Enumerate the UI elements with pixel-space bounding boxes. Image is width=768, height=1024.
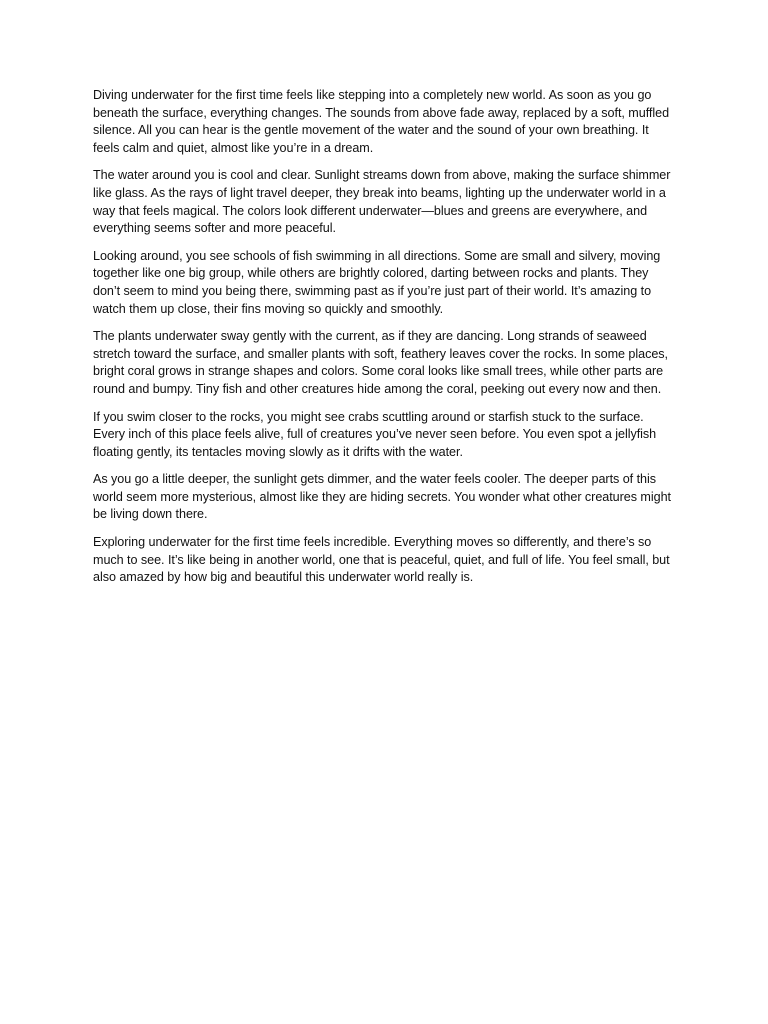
paragraph-6: As you go a little deeper, the sunlight gets dimmer, and the water feels cooler. The deeper parts of this world seem more mysterious, almost like they are hiding secrets. You wonder what other creatures might be living down there.	[93, 472, 671, 522]
document-body	[93, 87, 678, 597]
paragraph-7: Exploring underwater for the first time feels incredible. Everything moves so differently, and there’s so much to see. It’s like being in another world, one that is peaceful, quiet, and full of life. You feel small, but also amazed by how big and beautiful this underwater world really is.	[93, 535, 670, 585]
paragraph-3: Looking around, you see schools of fish swimming in all directions. Some are small and silvery, moving together like one big group, while others are brightly colored, darting between rocks and plants. They don’t seem to mind you being there, swimming past as if you’re just part of their world. It’s amazing to watch them up close, their fins moving so quickly and smoothly.	[93, 248, 661, 316]
paragraph-4: The plants underwater sway gently with the current, as if they are dancing. Long strands of seaweed stretch toward the surface, and smaller plants with soft, feathery leaves cover the rocks. In some places, bright coral grows in strange shapes and colors. Some coral looks like small trees, while other parts are round and bumpy. Tiny fish and other creatures hide among the coral, peeking out every now and then.	[93, 329, 668, 396]
paragraph-1: Diving underwater for the first time feels like stepping into a completely new world. As soon as you go beneath the surface, everything changes. The sounds from above fade away, replaced by a soft, muffled silence. All you can hear is the gentle movement of the water and the sound of your own breathing. It feels calm and quiet, almost like you’re in a dream.	[93, 88, 670, 155]
paragraph-2: The water around you is cool and clear. Sunlight streams down from above, making the surface shimmer like glass. As the rays of light travel deeper, they break into beams, lighting up the underwater world in a way that feels magical. The colors look different underwater—blues and greens are everywhere, and everything seems softer and more peaceful.	[93, 168, 671, 236]
paragraph-5: If you swim closer to the rocks, you might see crabs scuttling around or starfish stuck to the surface. Every inch of this place feels alive, full of creatures you’ve never seen before. You even spot a jellyfish floating gently, its tentacles moving slowly as it drifts with the water.	[93, 409, 657, 459]
